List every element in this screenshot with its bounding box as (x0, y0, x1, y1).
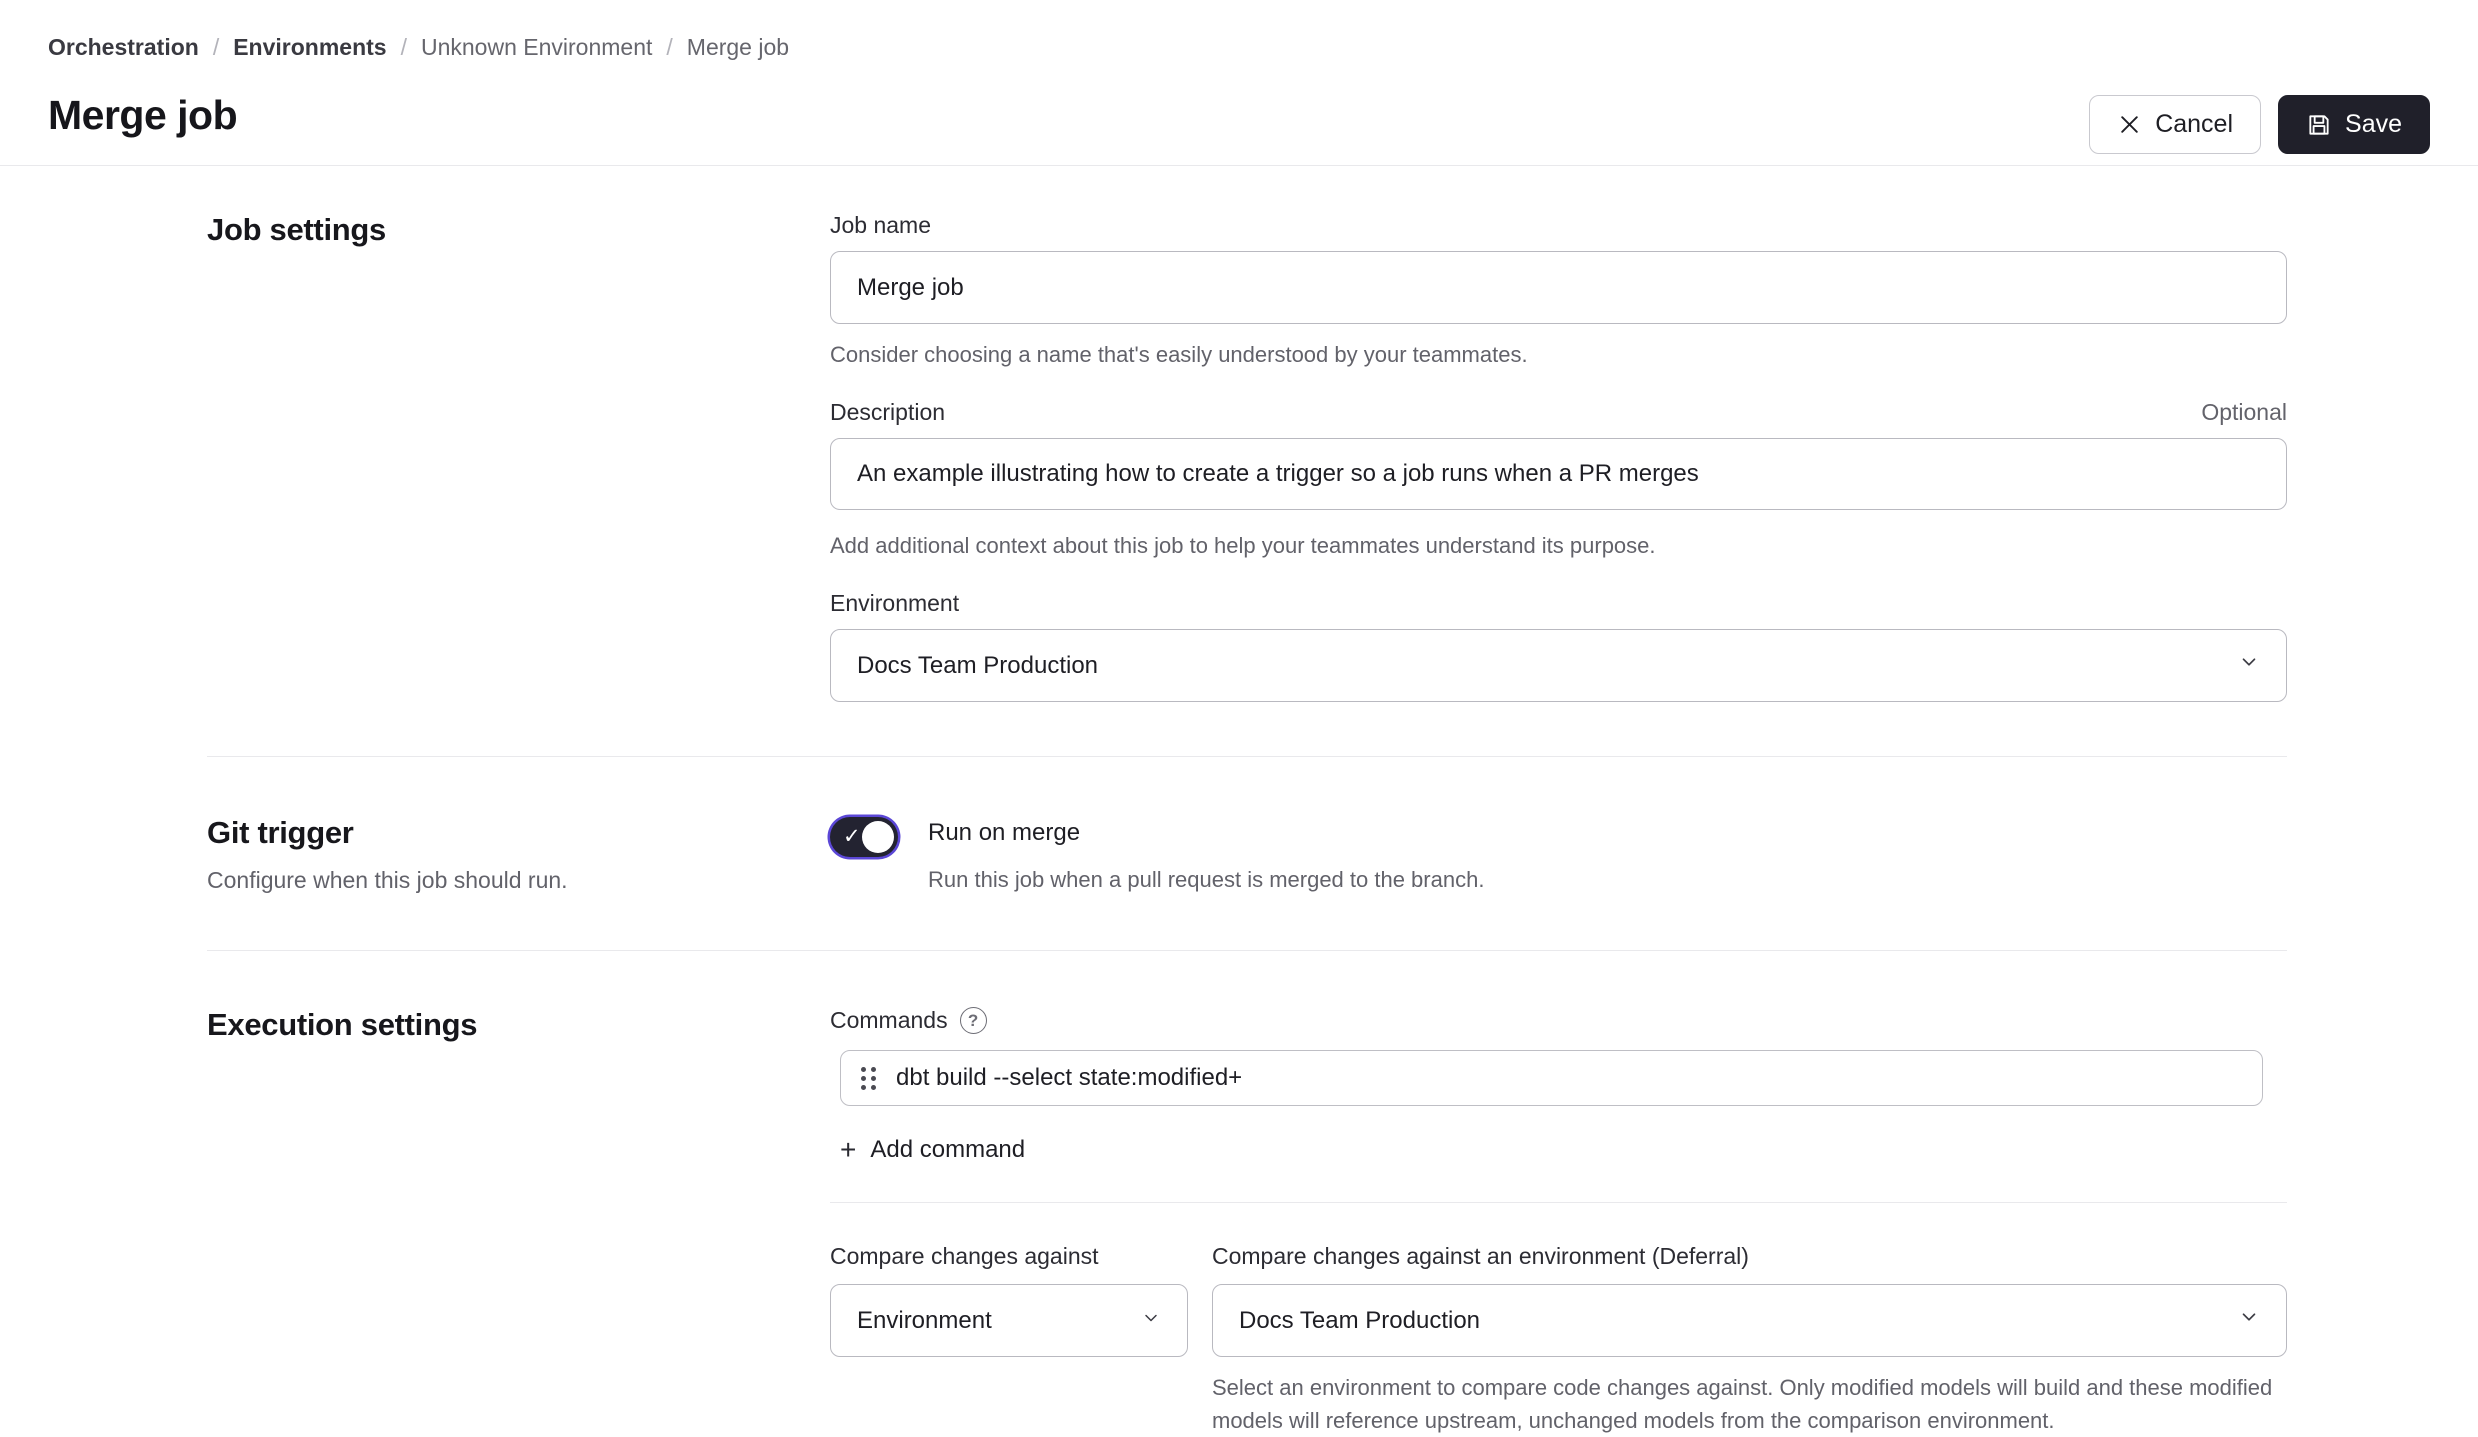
job-settings-heading: Job settings (207, 212, 386, 247)
check-icon: ✓ (843, 825, 861, 849)
environment-label: Environment (830, 590, 960, 616)
environment-select-value: Docs Team Production (857, 651, 1099, 679)
description-helper: Add additional context about this job to help your teammates understand its purpose. (830, 533, 1656, 558)
breadcrumb (48, 34, 789, 61)
breadcrumb-environments[interactable]: Environments (233, 34, 387, 60)
execution-settings-section (207, 1007, 2287, 1437)
job-name-label: Job name (830, 212, 932, 238)
job-name-helper: Consider choosing a name that's easily understood by your teammates. (830, 342, 1528, 367)
git-trigger-heading: Git trigger (207, 815, 354, 850)
deferral-environment-select-value: Docs Team Production (1239, 1306, 1481, 1334)
chevron-down-icon (1141, 1307, 1161, 1335)
cancel-button[interactable] (2089, 95, 2261, 154)
add-command-label: Add command (870, 1136, 1026, 1163)
compare-against-select[interactable] (830, 1284, 1188, 1357)
breadcrumb-separator: / (666, 34, 673, 60)
chevron-down-icon (2238, 651, 2260, 680)
run-on-merge-toggle[interactable] (830, 817, 898, 857)
job-name-input[interactable] (830, 251, 2287, 324)
job-form (0, 212, 2478, 1437)
command-text[interactable]: dbt build --select state:modified+ (896, 1064, 1243, 1091)
commands-compare-divider (830, 1202, 2287, 1203)
plus-icon: + (840, 1134, 857, 1165)
toggle-knob (862, 821, 894, 853)
section-divider (207, 950, 2287, 951)
breadcrumb-current-page: Merge job (686, 34, 790, 60)
breadcrumb-separator: / (212, 34, 220, 60)
add-command-button[interactable] (840, 1136, 1025, 1164)
breadcrumb-separator: / (400, 34, 407, 60)
command-row[interactable] (840, 1050, 2263, 1106)
cancel-button-label: Cancel (2155, 110, 2234, 138)
description-optional-badge: Optional (2201, 399, 2287, 425)
git-trigger-subtitle: Configure when this job should run. (207, 867, 568, 893)
close-icon (2117, 112, 2142, 137)
save-button-label: Save (2345, 110, 2402, 138)
page-title: Merge job (48, 92, 238, 138)
git-trigger-section (207, 815, 2287, 896)
run-on-merge-helper: Run this job when a pull request is merged to the branch. (928, 867, 1485, 892)
compare-against-select-value: Environment (857, 1306, 992, 1334)
description-label: Description (830, 399, 946, 425)
job-settings-section (207, 212, 2287, 702)
deferral-environment-label: Compare changes against an environment (Deferral) (1212, 1243, 1749, 1269)
help-icon[interactable]: ? (960, 1007, 987, 1034)
commands-label: Commands (830, 1007, 948, 1033)
execution-settings-heading: Execution settings (207, 1007, 478, 1042)
environment-select[interactable] (830, 629, 2287, 702)
run-on-merge-label: Run on merge (928, 819, 1081, 846)
save-button[interactable] (2278, 95, 2430, 154)
compare-against-label: Compare changes against (830, 1243, 1099, 1269)
deferral-environment-select[interactable] (1212, 1284, 2287, 1357)
page-header (0, 0, 2478, 166)
save-disk-icon (2306, 112, 2332, 138)
chevron-down-icon (2238, 1306, 2260, 1335)
breadcrumb-unknown-environment[interactable]: Unknown Environment (420, 34, 653, 60)
breadcrumb-orchestration[interactable]: Orchestration (48, 34, 199, 60)
description-textarea[interactable] (830, 438, 2287, 510)
deferral-environment-helper: Select an environment to compare code changes against. Only modified models will build and these modified models will reference upstream, unchanged models from the comparison environment. (1212, 1375, 2273, 1433)
section-divider (207, 756, 2287, 757)
drag-handle-icon[interactable] (861, 1067, 876, 1090)
header-actions (2089, 95, 2430, 154)
